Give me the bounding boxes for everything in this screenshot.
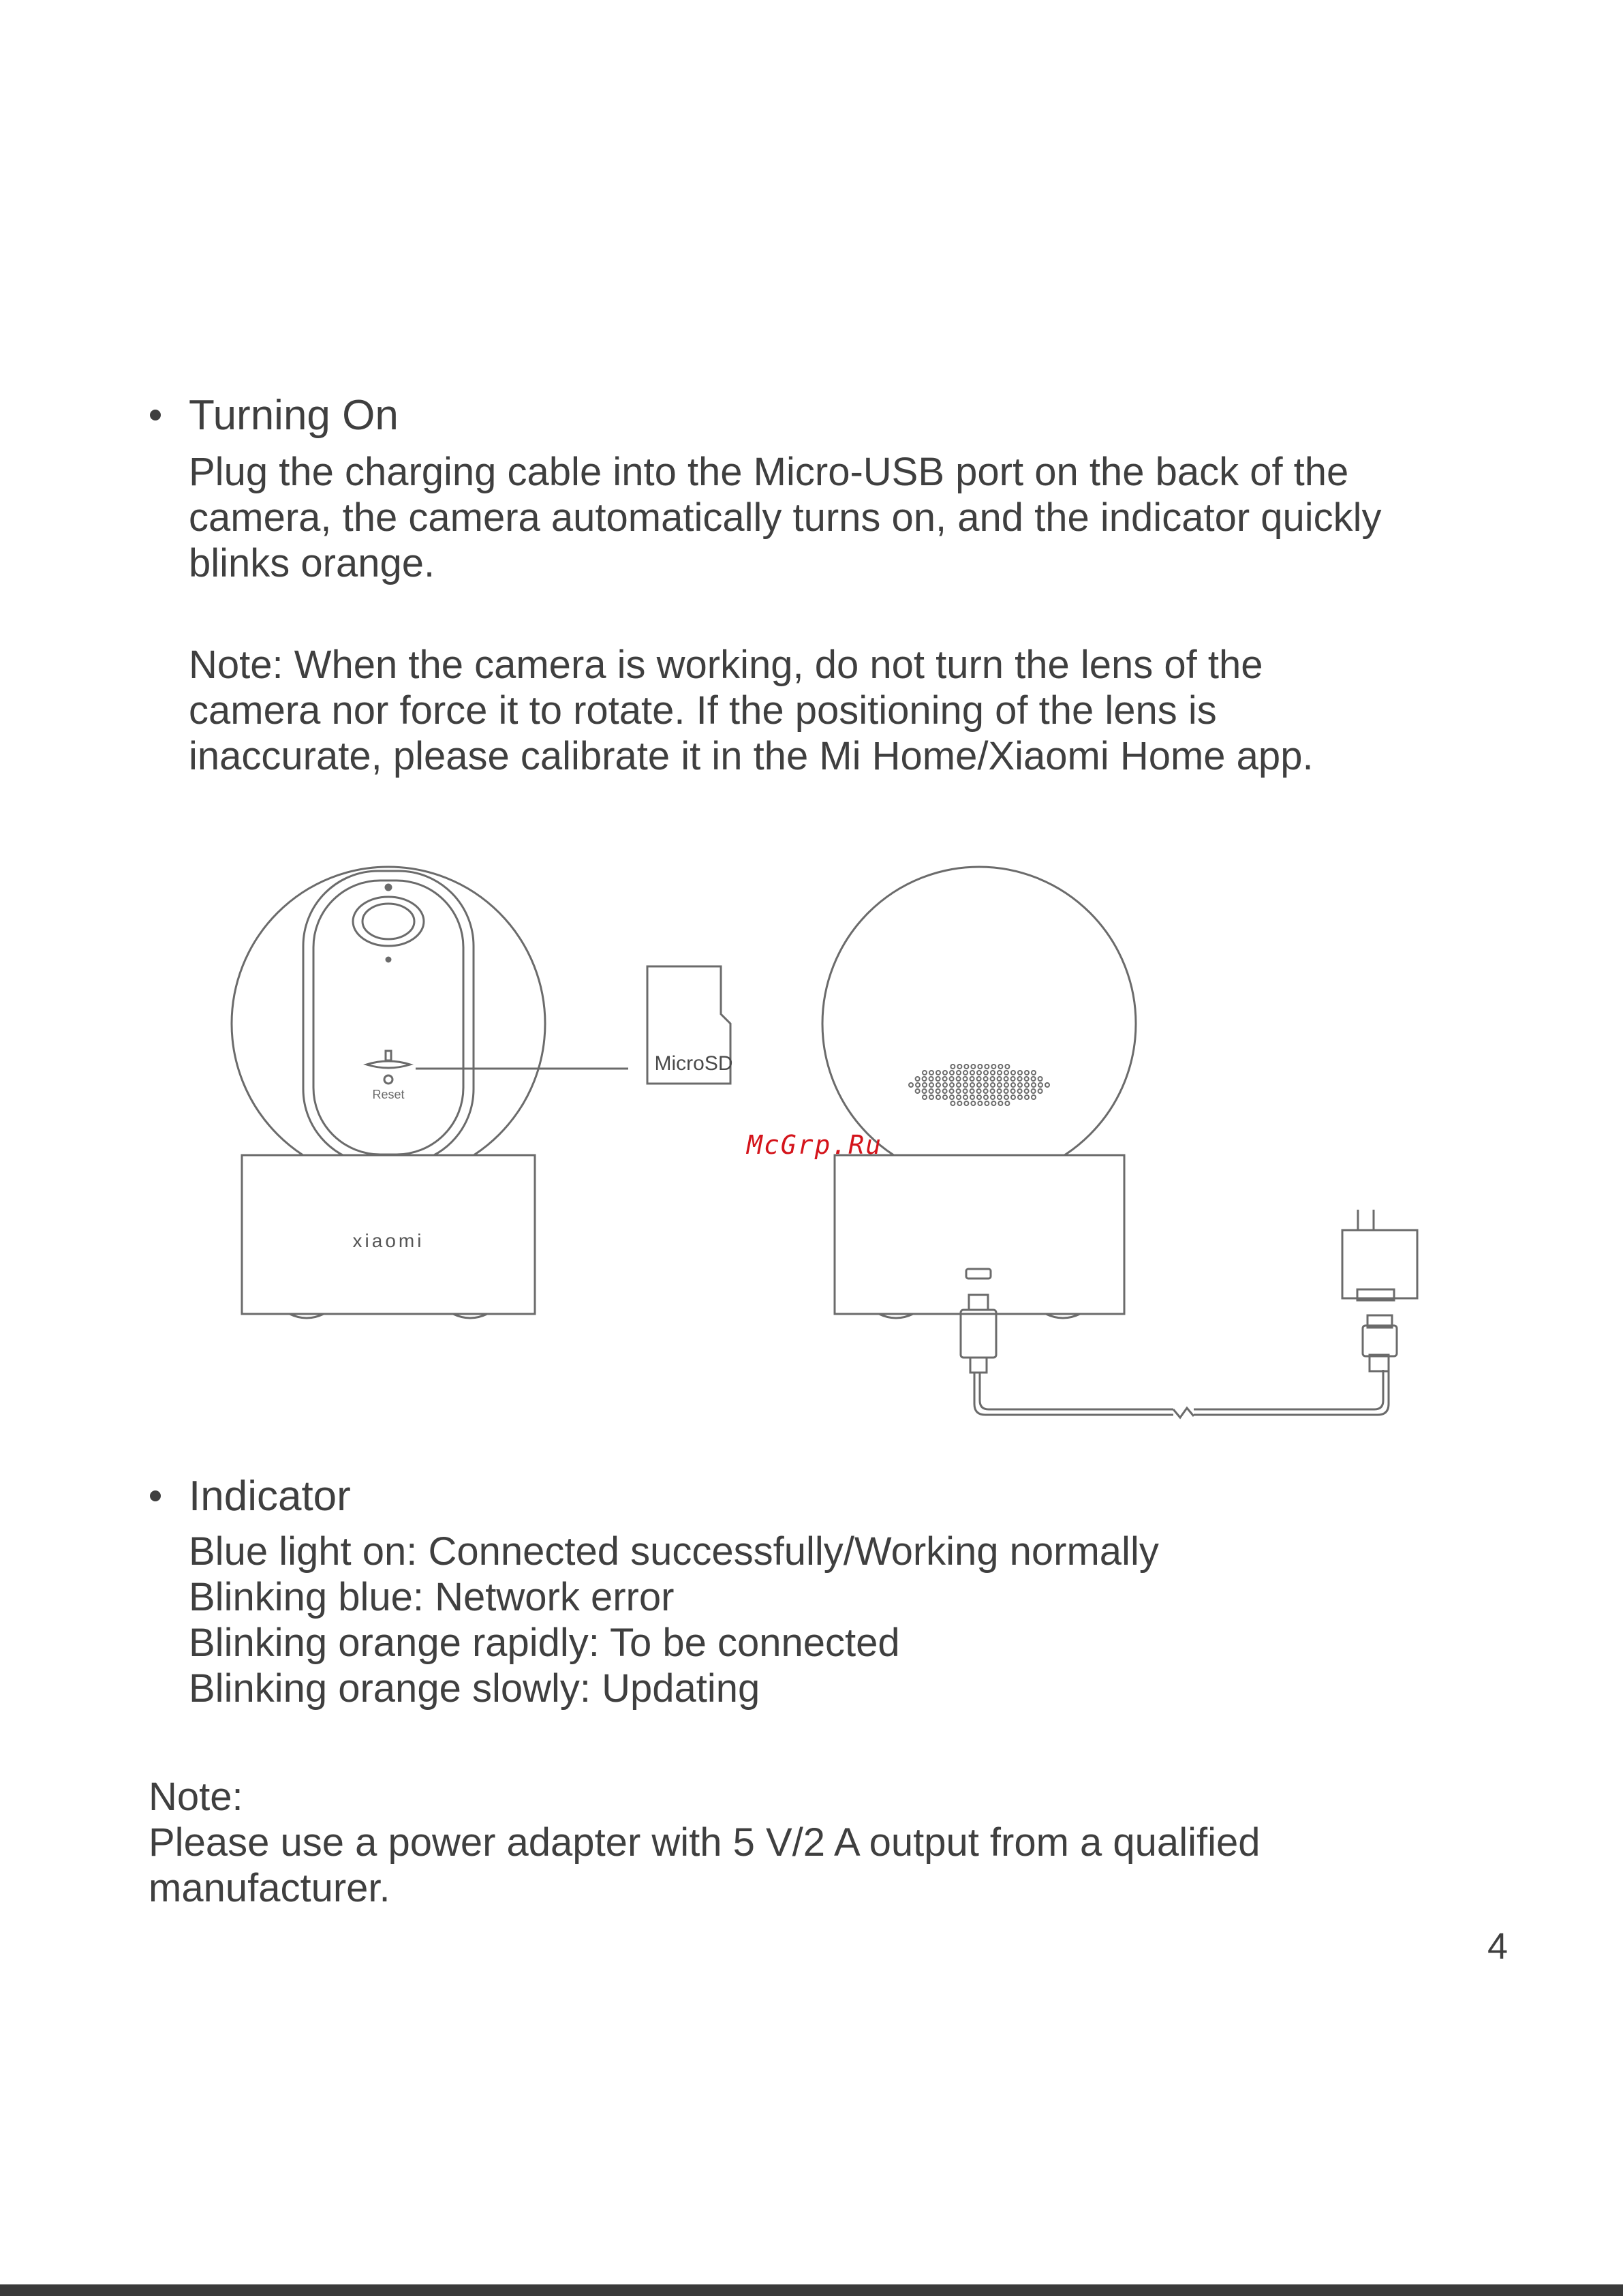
turning-on-note-line-1: Note: When the camera is working, do not turn the lens of the <box>189 643 1263 687</box>
speaker-hole <box>963 1083 968 1087</box>
speaker-hole <box>957 1095 961 1099</box>
speaker-hole <box>984 1071 988 1075</box>
speaker-hole <box>977 1083 981 1087</box>
speaker-hole <box>1032 1077 1036 1081</box>
turning-on-note-line-3: inaccurate, please calibrate it in the Mi Home/Xiaomi Home app. <box>189 734 1314 778</box>
micro-usb-plug-neck <box>970 1358 987 1373</box>
speaker-hole <box>1038 1077 1042 1081</box>
speaker-hole <box>957 1101 961 1105</box>
indicator-item: Blinking orange slowly: Updating <box>189 1666 760 1711</box>
speaker-hole <box>985 1065 989 1069</box>
turning-on-note-line-2: camera nor force it to rotate. If the positioning of the lens is <box>189 688 1217 733</box>
speaker-hole <box>923 1077 927 1081</box>
speaker-hole <box>929 1083 933 1087</box>
speaker-hole <box>923 1089 927 1093</box>
speaker-hole <box>943 1077 947 1081</box>
speaker-hole <box>943 1083 947 1087</box>
speaker-hole <box>923 1071 927 1075</box>
speaker-hole <box>1018 1095 1022 1099</box>
speaker-hole <box>923 1083 927 1087</box>
power-note <box>149 1774 1260 1911</box>
speaker-hole <box>998 1083 1002 1087</box>
camera-lens-inner <box>362 904 414 939</box>
power-adapter <box>1342 1210 1417 1300</box>
speaker-hole <box>929 1071 933 1075</box>
speaker-hole <box>1018 1071 1022 1075</box>
speaker-hole <box>998 1101 1002 1105</box>
speaker-hole <box>957 1089 961 1093</box>
speaker-hole <box>923 1095 927 1099</box>
speaker-hole <box>1025 1083 1029 1087</box>
speaker-hole <box>998 1077 1002 1081</box>
speaker-hole <box>1005 1101 1009 1105</box>
camera-front-sphere <box>232 867 545 1180</box>
cable-line-right-inner <box>1194 1370 1383 1409</box>
speaker-hole <box>970 1071 974 1075</box>
turning-on-heading: Turning On <box>189 392 399 439</box>
speaker-hole <box>950 1077 954 1081</box>
speaker-hole <box>998 1089 1002 1093</box>
speaker-hole <box>984 1089 988 1093</box>
speaker-hole <box>950 1071 954 1075</box>
watermark: McGrp.Ru <box>747 1130 883 1160</box>
speaker-hole <box>929 1077 933 1081</box>
speaker-hole <box>1011 1077 1015 1081</box>
speaker-hole <box>1011 1095 1015 1099</box>
speaker-hole <box>1005 1065 1009 1069</box>
speaker-hole <box>971 1101 975 1105</box>
camera-front-panel-outer <box>303 871 474 1164</box>
speaker-hole <box>1004 1083 1008 1087</box>
cable-line-left-inner <box>980 1373 1173 1409</box>
speaker-hole <box>943 1089 947 1093</box>
microsd-card <box>647 966 733 1084</box>
speaker-grille <box>909 1065 1049 1105</box>
speaker-hole <box>963 1071 968 1075</box>
turning-on-body <box>189 449 1382 586</box>
turning-on-line-3: blinks orange. <box>189 541 435 585</box>
microsd-slot-icon <box>386 1051 391 1060</box>
bottom-rule <box>0 2284 1623 2296</box>
reset-label: Reset <box>372 1088 405 1101</box>
speaker-hole <box>970 1083 974 1087</box>
speaker-hole <box>978 1065 982 1069</box>
speaker-hole <box>1004 1077 1008 1081</box>
microsd-label: MicroSD <box>654 1052 733 1075</box>
reset-button <box>384 1075 392 1084</box>
speaker-hole <box>936 1089 940 1093</box>
camera-front-indicator-dot <box>386 885 391 890</box>
speaker-hole <box>1004 1089 1008 1093</box>
power-note-line-1: Please use a power adapter with 5 V/2 A output from a qualified <box>149 1820 1261 1865</box>
speaker-hole <box>1025 1089 1029 1093</box>
camera-back-view <box>822 867 1136 1318</box>
speaker-hole <box>1018 1089 1022 1093</box>
speaker-hole <box>964 1101 968 1105</box>
bullet-indicator <box>150 1490 161 1501</box>
cable-break-mark <box>1173 1408 1194 1418</box>
speaker-hole <box>977 1095 981 1099</box>
speaker-hole <box>1011 1071 1015 1075</box>
page-number: 4 <box>1487 1926 1509 1967</box>
speaker-hole <box>1032 1083 1036 1087</box>
speaker-hole <box>936 1083 940 1087</box>
speaker-hole <box>991 1083 995 1087</box>
speaker-hole <box>1018 1083 1022 1087</box>
speaker-hole <box>936 1071 940 1075</box>
brand-label: xiaomi <box>352 1230 424 1251</box>
speaker-hole <box>929 1095 933 1099</box>
speaker-hole <box>998 1071 1002 1075</box>
indicator-item: Blue light on: Connected successfully/Working normally <box>189 1529 1159 1574</box>
speaker-hole <box>957 1077 961 1081</box>
usb-plug-neck <box>1370 1355 1389 1371</box>
speaker-hole <box>950 1089 954 1093</box>
turning-on-line-2: camera, the camera automatically turns on, and the indicator quickly <box>189 495 1382 540</box>
speaker-hole <box>971 1065 975 1069</box>
speaker-hole <box>991 1095 995 1099</box>
speaker-hole <box>950 1083 954 1087</box>
speaker-hole <box>1011 1083 1015 1087</box>
turning-on-note <box>189 642 1314 779</box>
speaker-hole <box>1004 1071 1008 1075</box>
speaker-hole <box>916 1083 920 1087</box>
speaker-hole <box>1045 1083 1049 1087</box>
speaker-hole <box>957 1065 961 1069</box>
speaker-hole <box>1025 1095 1029 1099</box>
bullet-turning-on <box>150 410 161 420</box>
speaker-hole <box>936 1095 940 1099</box>
speaker-hole <box>991 1065 995 1069</box>
speaker-hole <box>1025 1071 1029 1075</box>
camera-front-mic-dot <box>386 958 390 962</box>
speaker-hole <box>991 1101 995 1105</box>
speaker-hole <box>1038 1083 1042 1087</box>
speaker-hole <box>977 1089 981 1093</box>
power-note-title: Note: <box>149 1775 243 1819</box>
speaker-hole <box>970 1089 974 1093</box>
speaker-hole <box>929 1089 933 1093</box>
micro-usb-plug-body <box>961 1310 996 1358</box>
speaker-hole <box>950 1095 954 1099</box>
microsd-slot <box>367 1061 410 1068</box>
speaker-hole <box>963 1077 968 1081</box>
speaker-hole <box>909 1083 913 1087</box>
speaker-hole <box>1032 1095 1036 1099</box>
speaker-hole <box>936 1077 940 1081</box>
speaker-hole <box>916 1077 920 1081</box>
speaker-hole <box>1038 1089 1042 1093</box>
turning-on-line-1: Plug the charging cable into the Micro-USB port on the back of the <box>189 450 1349 494</box>
speaker-hole <box>991 1071 995 1075</box>
indicator-item: Blinking blue: Network error <box>189 1575 675 1619</box>
speaker-hole <box>964 1065 968 1069</box>
speaker-hole <box>957 1071 961 1075</box>
speaker-hole <box>963 1095 968 1099</box>
power-note-line-2: manufacturer. <box>149 1866 390 1910</box>
usb-plug-body <box>1363 1326 1397 1356</box>
speaker-hole <box>985 1101 989 1105</box>
speaker-hole <box>1018 1077 1022 1081</box>
speaker-hole <box>916 1089 920 1093</box>
speaker-hole <box>984 1077 988 1081</box>
speaker-hole <box>957 1083 961 1087</box>
speaker-hole <box>984 1083 988 1087</box>
speaker-hole <box>977 1071 981 1075</box>
indicator-item: Blinking orange rapidly: To be connected <box>189 1621 900 1665</box>
speaker-hole <box>991 1077 995 1081</box>
speaker-hole <box>950 1101 955 1105</box>
speaker-hole <box>1032 1089 1036 1093</box>
adapter-body <box>1342 1230 1417 1298</box>
speaker-hole <box>1025 1077 1029 1081</box>
speaker-hole <box>998 1065 1002 1069</box>
speaker-hole <box>943 1095 947 1099</box>
cable-line-right <box>1194 1370 1389 1415</box>
camera-front-view <box>232 867 628 1318</box>
camera-front-panel-inner <box>313 881 463 1154</box>
speaker-hole <box>950 1065 955 1069</box>
speaker-hole <box>978 1101 982 1105</box>
speaker-hole <box>970 1077 974 1081</box>
camera-back-base <box>835 1155 1124 1314</box>
speaker-hole <box>943 1071 947 1075</box>
speaker-hole <box>998 1095 1002 1099</box>
speaker-hole <box>970 1095 974 1099</box>
speaker-hole <box>963 1089 968 1093</box>
speaker-hole <box>1004 1095 1008 1099</box>
speaker-hole <box>991 1089 995 1093</box>
speaker-hole <box>1011 1089 1015 1093</box>
indicator-list <box>189 1529 1159 1711</box>
speaker-hole <box>1032 1071 1036 1075</box>
speaker-hole <box>977 1077 981 1081</box>
speaker-hole <box>984 1095 988 1099</box>
indicator-heading: Indicator <box>189 1473 351 1520</box>
